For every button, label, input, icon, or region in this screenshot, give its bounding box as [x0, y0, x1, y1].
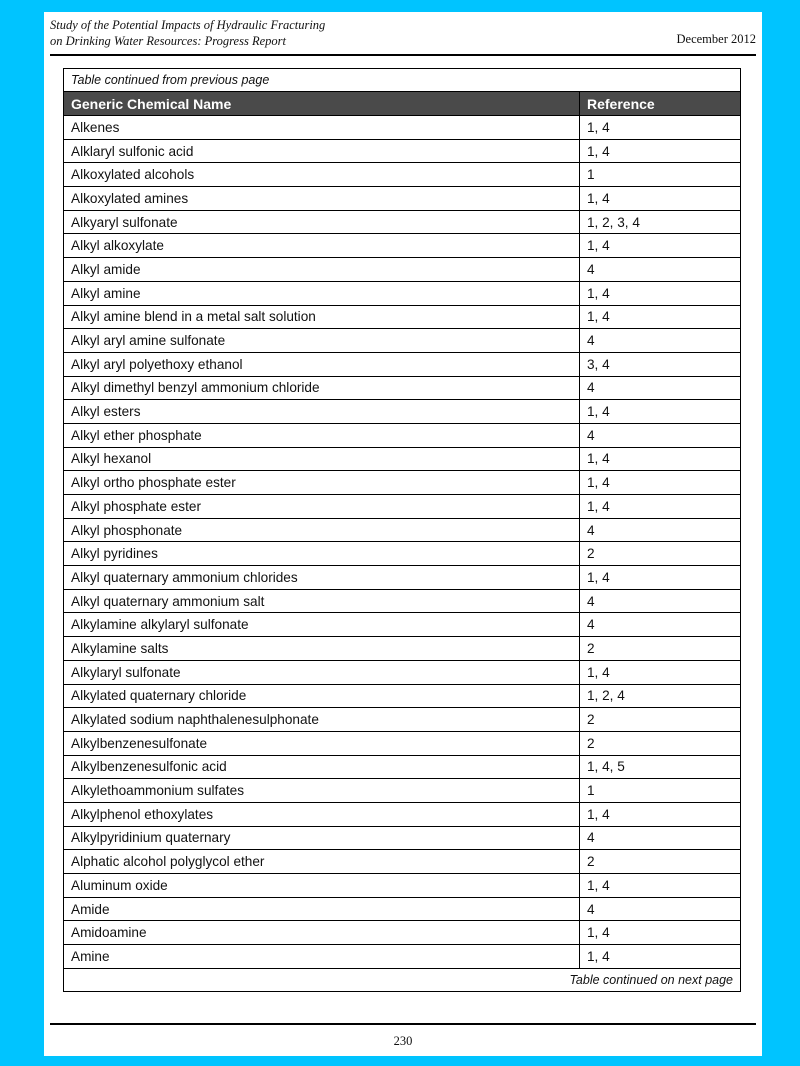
table-row: [64, 589, 741, 613]
table-row: [64, 897, 741, 921]
table-row: [64, 210, 741, 234]
chemical-name-cell: Alkyl esters: [64, 400, 580, 424]
chemical-name-cell: Alkylaryl sulfonate: [64, 660, 580, 684]
table-row: [64, 447, 741, 471]
chemical-name-cell: Alkyl alkoxylate: [64, 234, 580, 258]
table-row: [64, 708, 741, 732]
reference-cell: 1, 4: [580, 116, 741, 140]
table-row: [64, 139, 741, 163]
table-row: [64, 921, 741, 945]
table-row: [64, 234, 741, 258]
reference-cell: 4: [580, 423, 741, 447]
table-row: [64, 187, 741, 211]
chemical-name-cell: Alkylpyridinium quaternary: [64, 826, 580, 850]
table-row: [64, 850, 741, 874]
reference-cell: 2: [580, 850, 741, 874]
table-row: [64, 613, 741, 637]
chemical-name-cell: Alkyl ether phosphate: [64, 423, 580, 447]
table-row: [64, 471, 741, 495]
reference-cell: 1, 4: [580, 802, 741, 826]
chemical-name-cell: Alkyl ortho phosphate ester: [64, 471, 580, 495]
chemical-name-cell: Alkyl amine blend in a metal salt solution: [64, 305, 580, 329]
table-row: [64, 518, 741, 542]
chemical-name-cell: Aluminum oxide: [64, 874, 580, 898]
document-page: [44, 12, 762, 1056]
chemical-name-cell: Alkyl pyridines: [64, 542, 580, 566]
table-row: [64, 779, 741, 803]
chemical-name-cell: Amine: [64, 945, 580, 969]
table-row: [64, 376, 741, 400]
chemical-name-cell: Alkyl dimethyl benzyl ammonium chloride: [64, 376, 580, 400]
chemical-name-cell: Alkyl amide: [64, 258, 580, 282]
table-row: [64, 305, 741, 329]
reference-cell: 4: [580, 258, 741, 282]
table-row: [64, 329, 741, 353]
chemical-name-cell: Alkylated quaternary chloride: [64, 684, 580, 708]
table-continued-next-row: [64, 968, 741, 991]
report-title-line-1: Study of the Potential Impacts of Hydraulic Fracturing: [50, 18, 326, 32]
table-header-row: [64, 92, 741, 116]
chemical-name-cell: Amide: [64, 897, 580, 921]
table-row: [64, 495, 741, 519]
reference-cell: 1, 4: [580, 566, 741, 590]
table-row: [64, 542, 741, 566]
reference-cell: 4: [580, 589, 741, 613]
table-row: [64, 945, 741, 969]
table-continued-note-row: [64, 69, 741, 92]
reference-cell: 1, 4: [580, 234, 741, 258]
chemical-name-cell: Alkoxylated alcohols: [64, 163, 580, 187]
reference-cell: 1, 4: [580, 139, 741, 163]
column-header-chemical-name: Generic Chemical Name: [64, 92, 580, 116]
reference-cell: 2: [580, 637, 741, 661]
chemical-table: [63, 68, 741, 992]
reference-cell: 1: [580, 163, 741, 187]
reference-cell: 1, 4: [580, 921, 741, 945]
reference-cell: 2: [580, 731, 741, 755]
reference-cell: 1, 4, 5: [580, 755, 741, 779]
reference-cell: 1, 2, 4: [580, 684, 741, 708]
chemical-name-cell: Alkyl phosphate ester: [64, 495, 580, 519]
reference-cell: 1, 4: [580, 305, 741, 329]
table-row: [64, 116, 741, 140]
chemical-name-cell: Alkylbenzenesulfonate: [64, 731, 580, 755]
reference-cell: 1, 4: [580, 447, 741, 471]
chemical-name-cell: Alkylamine salts: [64, 637, 580, 661]
page-header: [50, 16, 756, 56]
chemical-name-cell: Alkyl phosphonate: [64, 518, 580, 542]
footer-rule: [50, 1023, 756, 1025]
reference-cell: 4: [580, 826, 741, 850]
table-row: [64, 684, 741, 708]
table-continued-on-note: Table continued on next page: [64, 968, 741, 991]
report-date: December 2012: [676, 32, 756, 46]
reference-cell: 1, 4: [580, 874, 741, 898]
chemical-name-cell: Alkylamine alkylaryl sulfonate: [64, 613, 580, 637]
chemical-name-cell: Alkyaryl sulfonate: [64, 210, 580, 234]
reference-cell: 4: [580, 329, 741, 353]
report-title-line-2: on Drinking Water Resources: Progress Report: [50, 34, 286, 48]
reference-cell: 4: [580, 897, 741, 921]
reference-cell: 1, 4: [580, 945, 741, 969]
chemical-name-cell: Alkyl amine: [64, 281, 580, 305]
table-row: [64, 281, 741, 305]
table-row: [64, 352, 741, 376]
table-row: [64, 163, 741, 187]
reference-cell: 2: [580, 542, 741, 566]
report-title: [50, 17, 325, 49]
chemical-name-cell: Alkenes: [64, 116, 580, 140]
reference-cell: 1, 4: [580, 187, 741, 211]
reference-cell: 2: [580, 708, 741, 732]
table-row: [64, 400, 741, 424]
chemical-name-cell: Alkoxylated amines: [64, 187, 580, 211]
table-row: [64, 874, 741, 898]
reference-cell: 1, 4: [580, 471, 741, 495]
chemical-name-cell: Amidoamine: [64, 921, 580, 945]
table-row: [64, 566, 741, 590]
chemical-name-cell: Alkyl aryl amine sulfonate: [64, 329, 580, 353]
reference-cell: 1: [580, 779, 741, 803]
table-row: [64, 258, 741, 282]
chemical-name-cell: Alkyl quaternary ammonium chlorides: [64, 566, 580, 590]
reference-cell: 1, 4: [580, 281, 741, 305]
reference-cell: 1, 4: [580, 400, 741, 424]
table-row: [64, 637, 741, 661]
reference-cell: 1, 4: [580, 660, 741, 684]
reference-cell: 1, 4: [580, 495, 741, 519]
chemical-name-cell: Alkylethoammonium sulfates: [64, 779, 580, 803]
table-row: [64, 660, 741, 684]
table-body: [64, 116, 741, 969]
reference-cell: 4: [580, 518, 741, 542]
table-row: [64, 802, 741, 826]
chemical-name-cell: Alkyl aryl polyethoxy ethanol: [64, 352, 580, 376]
table-row: [64, 423, 741, 447]
reference-cell: 4: [580, 376, 741, 400]
reference-cell: 4: [580, 613, 741, 637]
table-row: [64, 755, 741, 779]
reference-cell: 1, 2, 3, 4: [580, 210, 741, 234]
chemical-name-cell: Alphatic alcohol polyglycol ether: [64, 850, 580, 874]
table-row: [64, 826, 741, 850]
table-row: [64, 731, 741, 755]
chemical-name-cell: Alkylbenzenesulfonic acid: [64, 755, 580, 779]
chemical-name-cell: Alklaryl sulfonic acid: [64, 139, 580, 163]
chemical-name-cell: Alkylphenol ethoxylates: [64, 802, 580, 826]
reference-cell: 3, 4: [580, 352, 741, 376]
chemical-name-cell: Alkylated sodium naphthalenesulphonate: [64, 708, 580, 732]
chemical-name-cell: Alkyl quaternary ammonium salt: [64, 589, 580, 613]
column-header-reference: Reference: [580, 92, 741, 116]
table-continued-from-note: Table continued from previous page: [64, 69, 741, 92]
chemical-name-cell: Alkyl hexanol: [64, 447, 580, 471]
page-number: 230: [393, 1034, 413, 1048]
